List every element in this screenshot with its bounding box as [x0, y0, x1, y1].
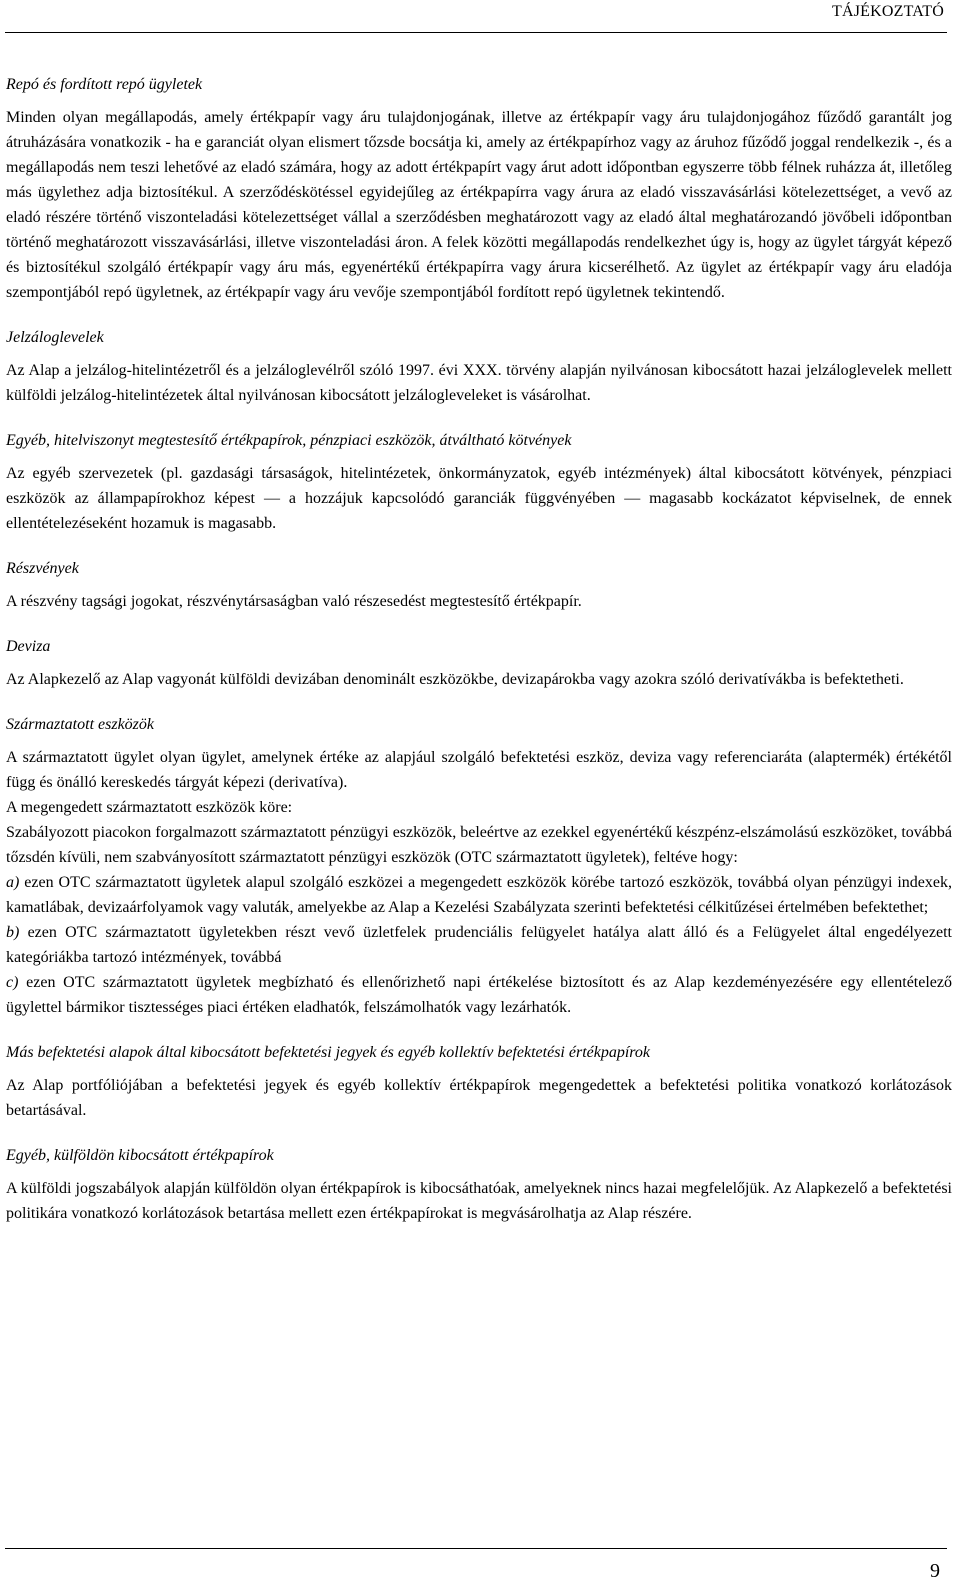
paragraph: Szabályozott piacokon forgalmazott származtatott pénzügyi eszközök, beleértve az ezekkel egyenértékű készpénz-elszámolású eszközöket, továbbá tőzsdén kívüli, nem szabványosított származtatott pénzügyi eszközök (OTC származtatott ügyletek), feltéve hogy:: [6, 824, 952, 866]
footer-divider: [5, 1548, 947, 1549]
section-title: Egyéb, hitelviszonyt megtestesítő értékpapírok, pénzpiaci eszközök, átváltható kötvények: [6, 432, 572, 449]
paragraph: Az Alap a jelzálog-hitelintézetről és a jelzáloglevélről szóló 1997. évi XXX. törvény alapján nyilvánosan kibocsátott hazai jelzáloglevelek mellett külföldi jelzálog-hitelintézetek által nyilvánosan kibocsátott jelzálogleveleket is vásárolhat.: [6, 362, 952, 404]
list-item-text: ezen OTC származtatott ügyletek alapul szolgáló eszközei a megengedett eszközök körébe tartozó eszközök, továbbá olyan pénzügyi indexek, kamatlábak, devizaárfolyamok vagy valuták, amelyekbe az Alap a Kezelési Szabályzata szerinti befektetési célkitűzései értelmében befektethet;: [6, 874, 953, 916]
list-item: [6, 920, 952, 970]
section-befektetesi-jegyek: [6, 1040, 952, 1123]
document-header-title: TÁJÉKOZTATÓ: [831, 3, 944, 20]
section-szarmaztatott: [6, 712, 952, 1020]
list-item: [6, 870, 952, 920]
section-deviza: [6, 634, 952, 692]
paragraph: A külföldi jogszabályok alapján külföldön olyan értékpapírok is kibocsáthatóak, amelyeknek nincs hazai megfelelőjük. Az Alapkezelő a befektetési politikára vonatkozó korlátozások betartása mellett ezen értékpapírokat is megvásárolhatja az Alap részére.: [6, 1180, 952, 1222]
paragraph: Az Alap portfóliójában a befektetési jegyek és egyéb kollektív értékpapírok megengedettek a befektetési politika vonatkozó korlátozások betartásával.: [6, 1077, 952, 1119]
section-title: Jelzáloglevelek: [6, 329, 104, 346]
paragraph: Az egyéb szervezetek (pl. gazdasági társaságok, hitelintézetek, önkormányzatok, egyéb intézmények) által kibocsátott kötvények, pénzpiaci eszközök az állampapírokhoz képest — a hozzájuk kapcsolódó garanciák függvényében — magasabb kockázatot képviselnek, de ennek ellentételezéseként hozamuk is magasabb.: [6, 465, 952, 532]
section-reszvenyek: [6, 556, 952, 614]
paragraph: Minden olyan megállapodás, amely értékpapír vagy áru tulajdonjogának, illetve az értékpapír vagy áru tulajdonjogához fűződő garantált jog átruházására vonatkozik - ha e garanciát olyan elismert tőzsde bocsátja ki, amely az értékpapírhoz vagy az áruhoz fűződő joggal rendelkezik -, és a megállapodás nem teszi lehetővé az eladó számára, hogy az adott értékpapírt vagy árut adott időpontban egyszerre több félnek ruházza át, illetőleg más ügylethez adja biztosítékul. A szerződéskötéssel egyidejűleg az értékpapírra vagy árura az eladó visszavásárlási kötelezettséget, a vevő az eladó részére történő viszonteladási kötelezettséget vállal a szerződésben meghatározott vagy az eladó által meghatározandó jövőbeli időpontban történő meghatározott visszavásárlási, illetve viszonteladási áron. A felek közötti megállapodás rendelkezhet úgy is, hogy az ügylet tárgyát képező és biztosítékul szolgáló értékpapír vagy áru más, egyenértékű értékpapírra vagy árura kicserélhető. Az ügylet az értékpapír vagy áru eladója szempontjából repó ügyletnek, az értékpapír vagy áru vevője szempontjából fordított repó ügyletnek tekintendő.: [6, 109, 952, 301]
section-kulfoldi-ertekpapirok: [6, 1143, 952, 1226]
list-item-label: a): [6, 874, 20, 891]
section-title: Repó és fordított repó ügyletek: [6, 76, 203, 93]
section-title: Származtatott eszközök: [6, 716, 154, 733]
paragraph: A részvény tagsági jogokat, részvénytársaságban való részesedést megtestesítő értékpapír.: [6, 593, 582, 610]
list-item-label: b): [6, 924, 20, 941]
section-title: Részvények: [6, 560, 79, 577]
paragraph: A megengedett származtatott eszközök köre:: [6, 799, 293, 816]
section-title: Deviza: [6, 638, 51, 655]
header-divider: [5, 32, 947, 33]
list-item-text: ezen OTC származtatott ügyletek megbízható és ellenőrizhető napi értékelése biztosított és az Alap kezdeményezésére egy ellentételező ügylettel bármikor tisztességes piaci értéken eladhatók, felszámolhatók vagy lezárhatók.: [6, 974, 953, 1016]
list-item-label: c): [6, 974, 19, 991]
list-item-text: ezen OTC származtatott ügyletekben részt vevő üzletfelek prudenciális felügyelet hatálya alatt álló és a Felügyelet által engedélyezett kategóriákba tartozó intézmények, továbbá: [6, 924, 952, 966]
list-item: [6, 970, 952, 1020]
document-body: [6, 72, 952, 1246]
section-jelzaloglevelek: [6, 325, 952, 408]
section-title: Egyéb, külföldön kibocsátott értékpapírok: [6, 1147, 274, 1164]
section-egyeb-hitelviszony: [6, 428, 952, 536]
paragraph: A származtatott ügylet olyan ügylet, amelynek értéke az alapjául szolgáló befektetési eszköz, deviza vagy referenciaráta (alaptermék) értékétől függ és önálló kereskedés tárgyát képezi (derivatíva).: [6, 749, 952, 791]
section-repo: [6, 72, 952, 305]
paragraph: Az Alapkezelő az Alap vagyonát külföldi devizában denominált eszközökbe, devizapárokba vagy azokra szóló derivatívákba is befektetheti.: [6, 671, 904, 688]
page-number: 9: [930, 1560, 940, 1582]
section-title: Más befektetési alapok által kibocsátott befektetési jegyek és egyéb kollektív befektetési értékpapírok: [6, 1044, 651, 1061]
